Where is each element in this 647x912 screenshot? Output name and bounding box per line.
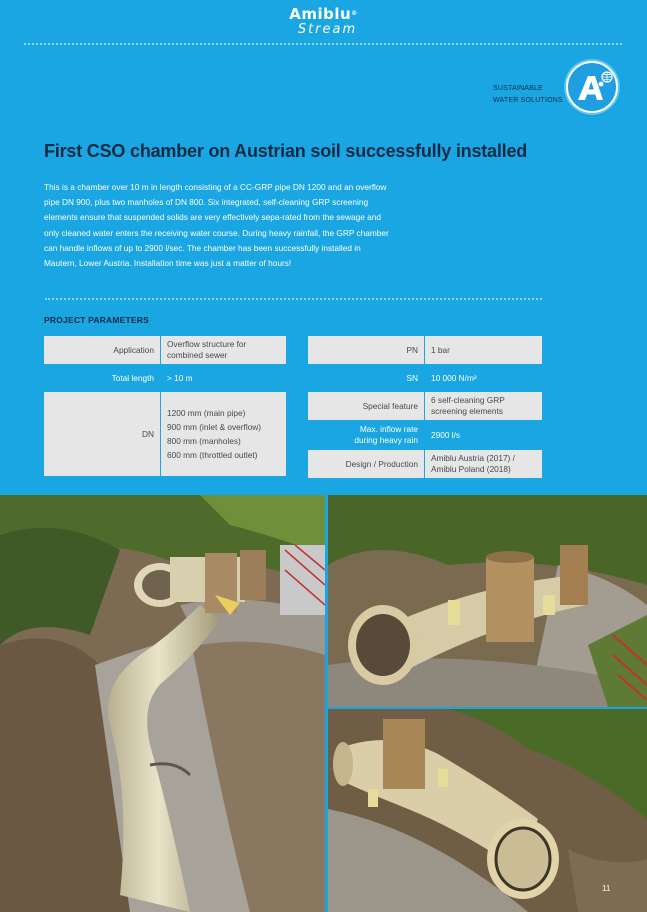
brand-registered-mark: ®	[351, 10, 358, 17]
photo-trench-graphic	[0, 495, 325, 912]
tagline	[493, 83, 563, 107]
brand-sub: Stream	[297, 22, 358, 37]
param-value-special-feature	[425, 392, 543, 421]
value-line: screening elements	[431, 406, 503, 416]
param-value-design-production	[425, 450, 543, 479]
value-line: 600 mm (throttled outlet)	[167, 450, 258, 460]
tagline-line1: SUSTAINABLE	[493, 85, 543, 92]
value-line: Amiblu Austria (2017) /	[431, 453, 515, 463]
param-value-max-inflow: 2900 l/s	[425, 421, 543, 450]
label-line: Max. inflow rate	[359, 424, 418, 434]
param-row-total-length	[44, 365, 287, 392]
param-row-max-inflow	[308, 421, 543, 450]
tagline-line2: WATER SOLUTIONS	[493, 97, 563, 104]
params-table-right	[307, 335, 543, 479]
param-row-pn	[308, 336, 543, 365]
photo-trench-pipeline	[0, 495, 325, 912]
value-line: 6 self-cleaning GRP	[431, 395, 505, 405]
amiblu-a-logo-icon	[566, 61, 618, 113]
param-label-max-inflow	[308, 421, 425, 450]
page-title: First CSO chamber on Austrian soil successfully installed	[44, 141, 528, 161]
param-row-sn	[308, 365, 543, 392]
param-value-pn: 1 bar	[425, 336, 543, 365]
param-row-application	[44, 336, 287, 365]
param-value-sn: 10 000 N/m²	[425, 365, 543, 392]
photo-chamber-side	[328, 495, 647, 707]
photo-chamber-side-graphic	[328, 495, 647, 707]
param-label-total-length: Total length	[44, 365, 161, 392]
param-value-application	[161, 336, 287, 365]
header-divider	[24, 43, 622, 45]
label-line: during heavy rain	[354, 435, 418, 445]
value-line: 800 mm (manholes)	[167, 436, 241, 446]
value-line: combined sewer	[167, 350, 228, 360]
param-label-sn: SN	[308, 365, 425, 392]
value-line: Amiblu Poland (2018)	[431, 464, 511, 474]
intro-paragraph: This is a chamber over 10 m in length consisting of a CC-GRP pipe DN 1200 and an overflow pipe DN 900, plus two manholes of DN 800. Six integrated, self-cleaning GRP screening elements ensure that suspended solids are very effectively sepa-rated from the sewage and only cleaned water enters the receiving water course. During heavy rainfall, the GRP chamber can handle inflows of up to 2900 l/sec. The chamber has been successfully installed in Mautern, Lower Austria. Installation time was just a matter of hours!	[44, 182, 389, 269]
brand-name: Amiblu	[289, 5, 352, 23]
param-label-pn: PN	[308, 336, 425, 365]
param-row-design-production	[308, 450, 543, 479]
amiblu-a-logo-graphic	[568, 63, 616, 111]
param-label-design-production: Design / Production	[308, 450, 425, 479]
param-label-application: Application	[44, 336, 161, 365]
section-divider	[45, 298, 542, 300]
brand-logo	[0, 6, 647, 37]
value-line: 900 mm (inlet & overflow)	[167, 422, 262, 432]
param-label-dn: DN	[44, 392, 161, 477]
page-number: 11	[602, 884, 611, 893]
section-title: PROJECT PARAMETERS	[44, 315, 149, 325]
param-label-special-feature: Special feature	[308, 392, 425, 421]
value-line: Overflow structure for	[167, 339, 247, 349]
value-line: 1200 mm (main pipe)	[167, 408, 246, 418]
params-table-left	[43, 335, 287, 477]
param-row-special-feature	[308, 392, 543, 421]
photo-chamber-end	[328, 709, 647, 912]
photo-gallery	[0, 495, 647, 912]
param-value-dn	[161, 392, 287, 477]
param-value-total-length: > 10 m	[161, 365, 287, 392]
photo-chamber-end-graphic	[328, 709, 647, 912]
param-row-dn	[44, 392, 287, 477]
